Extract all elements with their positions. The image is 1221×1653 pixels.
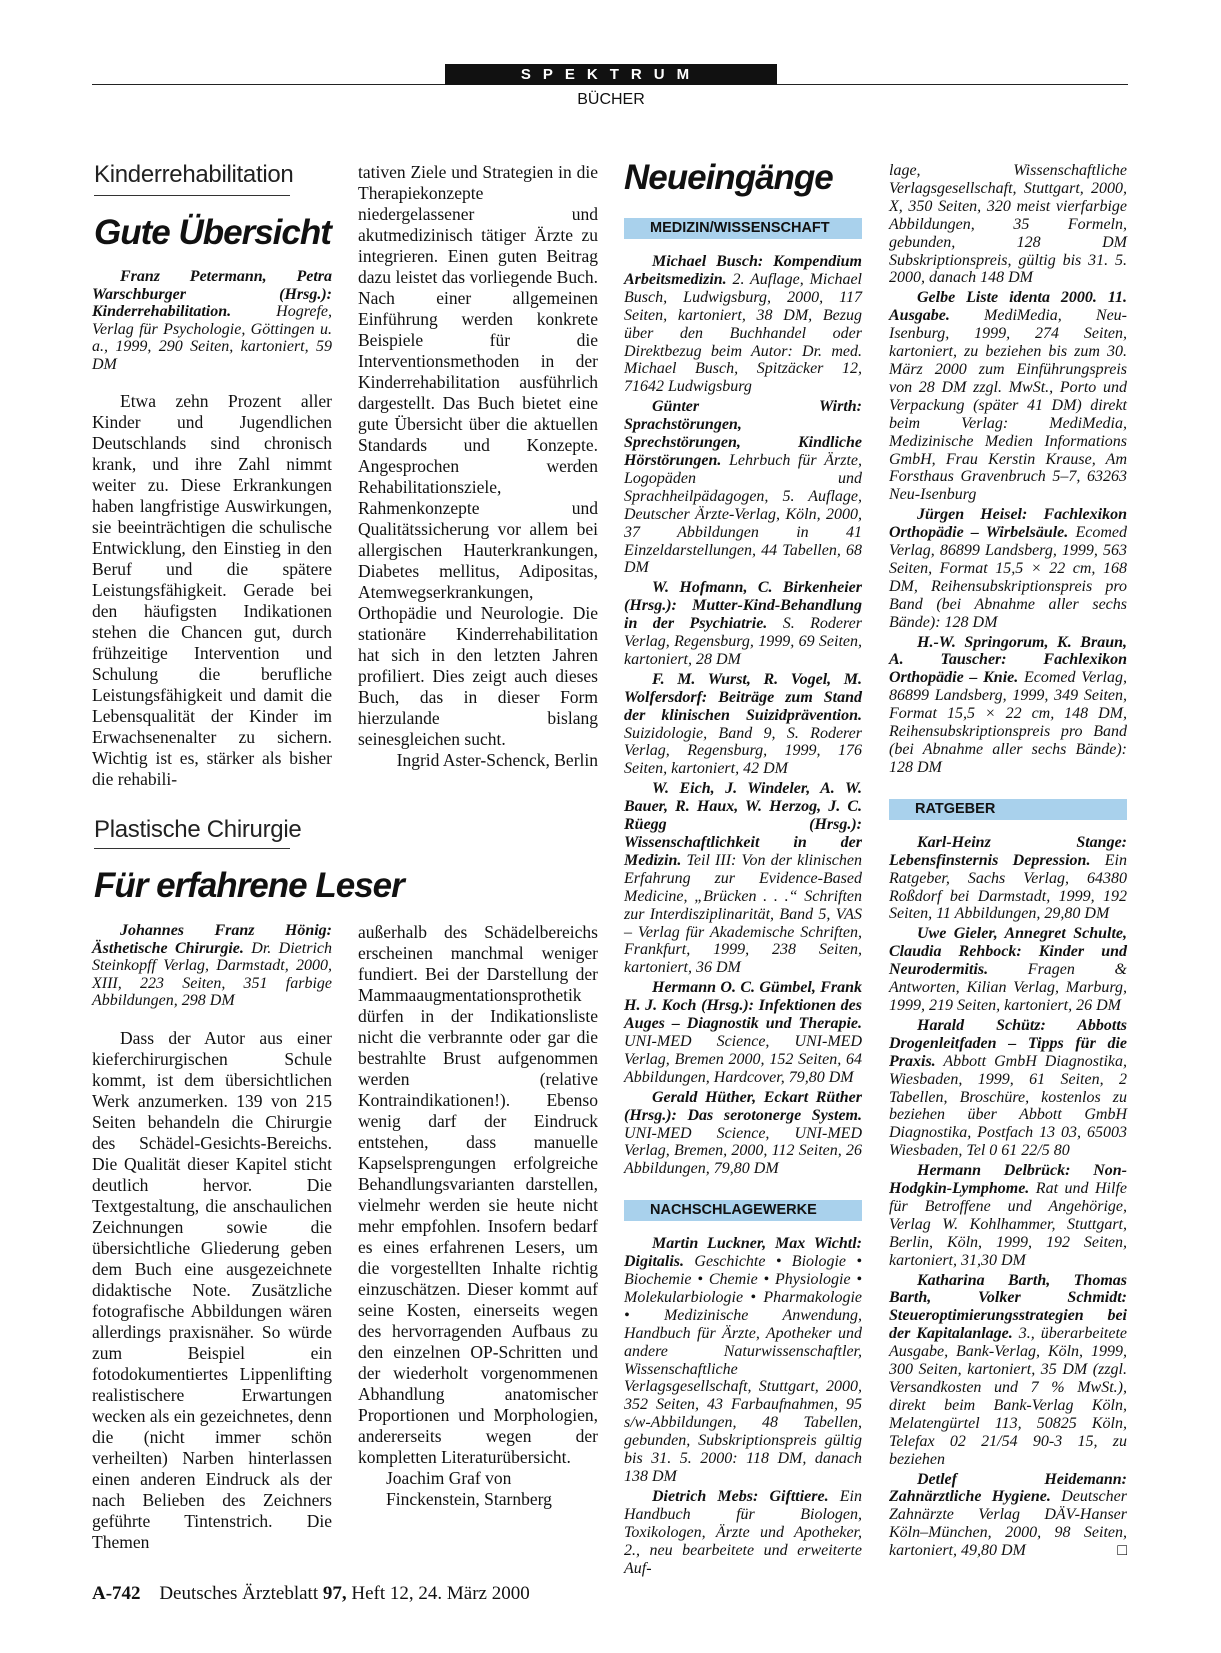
list-item: Detlef Heidemann: Zahnärztliche Hygiene. Deutscher Zahnärzte Verlag DÄV-Hanser Köln–München, 2000, 98 Seiten, kartoniert, 49,80 DM □ xyxy=(889,1470,1127,1560)
article2-body-part2: außerhalb des Schädelbereichs erscheinen manchmal weniger fundiert. Bei der Darstellung der Mammaaugmentationsprothetik dürfen in der Indikationsliste nicht die verbrannte oder gar die bestrahlte Brust aufgenommen werden (relative Kontraindikationen!). Ebenso wenig darf der Eindruck entstehen, dass manuelle Kapselsprengungen erfolgreiche Behandlungsvarianten darstellen, vielmehr werden sie heute nicht mehr empfohlen. Insofern bedarf es eines erfahrenen Lesers, um die vorgestellten Inhalte richtig einzuschätzen. Dieser kommt auf seine Kosten, einerseits wegen des hervorragenden Aufbaus zu den einzelnen OP-Schritten und der wiederholt vorgenommenen Abhandlung anatomischer Proportionen und Morphologien, andererseits wegen der kompletten Literaturübersicht. xyxy=(358,922,598,1467)
list-item: Hermann Delbrück: Non-Hodgkin-Lymphome. Rat und Hilfe für Betroffene und Angehörige, Verlag W. Kohlhammer, Stuttgart, Berlin, Köln, 1999, 192 Seiten, kartoniert, 31,30 DM xyxy=(889,1162,1127,1269)
article2-column-2 xyxy=(358,922,598,1510)
journal-name: Deutsches Ärzteblatt xyxy=(159,1583,319,1604)
article1-kicker: Kinderrehabilitation xyxy=(94,161,294,188)
article1-column-2 xyxy=(358,162,598,771)
article1-signature: Ingrid Aster-Schenck, Berlin xyxy=(396,750,598,770)
article2-body-part1: Dass der Autor aus einer kieferchirurgischen Schule kommt, ist dem übersichtlichen Werk anzumerken. 139 von 215 Seiten behandeln die Chirurgie des Schädel-Gesichts-Bereichs. Die Qualität dieser Kapitel sticht deutlich hervor. Die Textgestaltung, die anschaulichen Zeichnungen sowie die übersichtliche Gliederung geben dem Buch eine ausgezeichnete didaktische Note. Zusätzliche fotografische Abbildungen wären allerdings praxisnäher. So würde zum Beispiel ein fotodokumentiertes Lippenlifting realistischere Erwartungen wecken als ein gezeichnetes, denn die (nicht immer schön verheilten) Narben hinterlassen einen anderen Eindruck als der nach Belieben des Zeichners geführte Tintenstrich. Die Themen xyxy=(92,1027,332,1552)
list-ratgeber xyxy=(889,834,1127,1560)
journal-issue: Heft 12, 24. März 2000 xyxy=(351,1583,530,1604)
list-item: Hermann O. C. Gümbel, Frank H. J. Koch (Hrsg.): Infektionen des Auges – Diagnostik und Therapie. UNI-MED Science, UNI-MED Verlag, Bremen 2000, 152 Seiten, 64 Abbildungen, Hardcover, 79,80 DM xyxy=(624,979,862,1086)
list-item: F. M. Wurst, R. Vogel, M. Wolfersdorf: Beiträge zum Stand der klinischen Suizidprävention. Suizidologie, Band 9, S. Roderer Verlag, Regensburg, 1999, 176 Seiten, kartoniert, 42 DM xyxy=(624,670,862,778)
article1-ref-author-title: Franz Petermann, Petra Warschburger (Hrsg.): Kinderrehabilitation. xyxy=(92,268,332,320)
list-item: W. Eich, J. Windeler, A. W. Bauer, R. Haux, W. Herzog, J. C. Rüegg (Hrsg.): Wissenschaftlichkeit in der Medizin. Teil III: Von der klinischen Erfahrung zur Evidence-Based Medicine, „Brücken . . .“ Schriften zur Interdisziplinarität, Band 5, VAS – Verlag für Akademische Schriften, Frankfurt, 1999, 238 Seiten, kartoniert, 36 DM xyxy=(624,780,862,977)
list-item: Harald Schütz: Abbotts Drogenleitfaden – Tipps für die Praxis. Abbott GmbH Diagnostika, Wiesbaden, 1999, 61 Seiten, 2 Tabellen, Broschüre, kostenlos zu beziehen über Abbott GmbH Diagnostika, Postfach 13 03, 65003 Wiesbaden, Tel 0 61 22/5 80 xyxy=(889,1016,1127,1160)
article1-ref-details: Hogrefe, Verlag für Psychologie, Göttingen u. a., 1999, 290 Seiten, kartoniert, 59 DM xyxy=(92,303,332,373)
end-of-article-mark: □ xyxy=(1117,1542,1127,1560)
list-item-continuation: lage, Wissenschaftliche Verlagsgesellschaft, Stuttgart, 2000, X, 350 Seiten, 320 meist vierfarbige Abbildungen, 35 Formeln, gebunden, 128 DM Subskriptionspreis, gültig bis 31. 5. 2000, danach 148 DM xyxy=(889,162,1127,287)
list-item: Michael Busch: Kompendium Arbeitsmedizin. 2. Auflage, Michael Busch, Ludwigsburg, 2000, 117 Seiten, kartoniert, 38 DM, Bezug über den Buchhandel oder Direktbezug beim Autor: Dr. med. Michael Busch, Spitzäcker 12, 71642 Ludwigsburg xyxy=(624,253,862,396)
list-item: Uwe Gieler, Annegret Schulte, Claudia Rehbock: Kinder und Neurodermitis. Fragen & Antworten, Kilian Verlag, Marburg, 1999, 219 Seiten, kartoniert, 26 DM xyxy=(889,925,1127,1014)
list-item: Gelbe Liste identa 2000. 11. Ausgabe. MediMedia, Neu-Isenburg, 1999, 274 Seiten, kartoniert, zu beziehen bis zum 30. März 2000 zum Einführungspreis von 28 DM zzgl. MwSt., Porto und Verpackung (später 41 DM) direkt beim Verlag: MediMedia, Medizinische Medien Informations GmbH, Frau Kerstin Krause, Am Forsthaus Gravenbruch 5–7, 63263 Neu-Isenburg xyxy=(889,289,1127,504)
article2-signature-line2: Finckenstein, Starnberg xyxy=(386,1489,552,1509)
article2-signature-line1: Joachim Graf von xyxy=(386,1468,512,1488)
subsection-label: BÜCHER xyxy=(577,91,645,108)
list-item: Günter Wirth: Sprachstörungen, Sprechstörungen, Kindliche Hörstörungen. Lehrbuch für Ärzte, Logopäden und Sprachheilpädagogen, 5. Auflage, Deutscher Ärzte-Verlag, Köln, 2000, 37 Abbildungen in 41 Einzeldarstellungen, 44 Tabellen, 68 DM xyxy=(624,398,862,577)
neueingaenge-column-3 xyxy=(624,212,862,1579)
section-medizin-wissenschaft: MEDIZIN/WISSENSCHAFT xyxy=(624,218,862,239)
article1-kicker-underline xyxy=(94,195,290,196)
article2-kicker: Plastische Chirurgie xyxy=(94,816,302,843)
article2-ref-details: Dr. Dietrich Steinkopff Verlag, Darmstadt, 2000, XIII, 223 Seiten, 351 farbige Abbildungen, 298 DM xyxy=(92,939,332,1009)
journal-volume: 97, xyxy=(322,1583,347,1604)
article2-headline: Für erfahrene Leser xyxy=(94,866,404,905)
section-ratgeber: RATGEBER xyxy=(889,799,1127,820)
article2-column-1 xyxy=(92,922,332,1553)
neueingaenge-headline: Neueingänge xyxy=(624,158,833,197)
list-item: Katharina Barth, Thomas Barth, Volker Schmidt: Steueroptimierungsstrategien bei der Kapitalanlage. 3., überarbeitete Ausgabe, Bank-Verlag, Köln, 1999, 300 Seiten, kartoniert, 35 DM (zzgl. Versandkosten und 7 % MwSt.), direkt beim Bank-Verlag Köln, Melatengürtel 113, 50825 Köln, Telefax 02 21/54 90-3 15, zu beziehen xyxy=(889,1271,1128,1468)
list-item: Jürgen Heisel: Fachlexikon Orthopädie – Wirbelsäule. Ecomed Verlag, 86899 Landsberg, 1999, 563 Seiten, Format 15,5 × 22 cm, 168 DM, Reihensubskriptionspreis pro Band (bei Abnahme aller sechs Bände): 128 DM xyxy=(889,506,1127,631)
page-footer xyxy=(92,1583,530,1605)
list-item: W. Hofmann, C. Birkenheier (Hrsg.): Mutter-Kind-Behandlung in der Psychiatrie. S. Roderer Verlag, Regensburg, 1999, 69 Seiten, kartoniert, 28 DM xyxy=(624,579,862,668)
article2-bibliographic-reference xyxy=(92,922,332,1010)
list-medizin-wissenschaft xyxy=(624,253,862,1178)
section-banner: SPEKTRUM xyxy=(445,64,777,85)
article2-kicker-underline xyxy=(94,848,290,849)
list-item: Karl-Heinz Stange: Lebensfinsternis Depression. Ein Ratgeber, Sachs Verlag, 64380 Roßdorf bei Darmstadt, 1999, 192 Seiten, 11 Abbildungen, 29,80 DM xyxy=(889,833,1127,923)
article1-column-1 xyxy=(92,268,332,790)
section-nachschlagewerke: NACHSCHLAGEWERKE xyxy=(624,1200,862,1221)
article1-bibliographic-reference xyxy=(92,268,332,373)
neueingaenge-column-4 xyxy=(889,162,1127,1562)
list-item: H.-W. Springorum, K. Braun, A. Tauscher: Fachlexikon Orthopädie – Knie. Ecomed Verlag, 86899 Landsberg, 1999, 349 Seiten, Format 15,5 × 22 cm, 148 DM, Reihensubskriptionspreis pro Band (bei Abnahme aller sechs Bände): 128 DM xyxy=(889,633,1127,776)
list-item: Gerald Hüther, Eckart Rüther (Hrsg.): Das serotonerge System. UNI-MED Science, UNI-MED Verlag, Bremen, 2000, 112 Seiten, 26 Abbildungen, 79,80 DM xyxy=(624,1088,862,1178)
list-nachschlagewerke xyxy=(624,1235,862,1577)
article1-body-part1: Etwa zehn Prozent aller Kinder und Jugendlichen Deutschlands sind chronisch krank, und ihre Zahl nimmt weiter zu. Diese Erkrankungen haben langfristige Auswirkungen, sie beeinträchtigen die schulische Entwicklung, den Einstieg in den Beruf und die spätere Leistungsfähigkeit. Gerade bei den häufigsten Indikationen stehen die Chancen gut, durch frühzeitige Intervention und Schulung die berufliche Leistungsfähigkeit und damit die Lebensqualität der Kinder im Erwachsenenalter zu sichern. Wichtig ist es, stärker als bisher die rehabili- xyxy=(92,391,332,789)
page-number: A-742 xyxy=(92,1583,141,1604)
article1-body-part2: tativen Ziele und Strategien in die Therapiekonzepte niedergelassener und akutmedizinisch tätiger Ärzte zu integrieren. Einen guten Beitrag dazu leistet das vorliegende Buch. Nach einer allgemeinen Einführung werden konkrete Beispiele für die Interventionsmethoden in der Kinderrehabilitation ausführlich dargestellt. Das Buch bietet eine gute Übersicht über die aktuellen Standards und Konzepte. Angesprochen werden Rehabilitationsziele, Rahmenkonzepte und Qualitätssicherung vor allem bei allergischen Hauterkrankungen, Diabetes mellitus, Adipositas, Atemwegserkrankungen, Orthopädie und Neurologie. Die stationäre Kinderrehabilitation hat sich in den letzten Jahren profiliert. Dies zeigt auch dieses Buch, das in dieser Form hierzulande bislang seinesgleichen sucht. xyxy=(358,162,598,749)
article2-ref-author-title: Johannes Franz Hönig: Ästhetische Chirurgie. xyxy=(92,922,332,957)
list-item: Martin Luckner, Max Wichtl: Digitalis. Geschichte • Biologie • Biochemie • Chemie • Physiologie • Molekularbiologie • Pharmakologie • Medizinische Anwendung, Handbuch für Ärzte, Apotheker und andere Naturwissenschaftler, Wissenschaftliche Verlagsgesellschaft, Stuttgart, 2000, 352 Seiten, 43 Farbaufnahmen, 95 s/w-Abbildungen, 48 Tabellen, gebunden, Subskriptionspreis gültig bis 31. 5. 2000: 118 DM, danach 138 DM xyxy=(624,1235,862,1485)
article1-headline: Gute Übersicht xyxy=(94,213,331,252)
list-item: Dietrich Mebs: Gifttiere. Ein Handbuch für Biologen, Toxikologen, Ärzte und Apotheker, 2., neu bearbeitete und erweiterte Auf- xyxy=(624,1487,863,1577)
